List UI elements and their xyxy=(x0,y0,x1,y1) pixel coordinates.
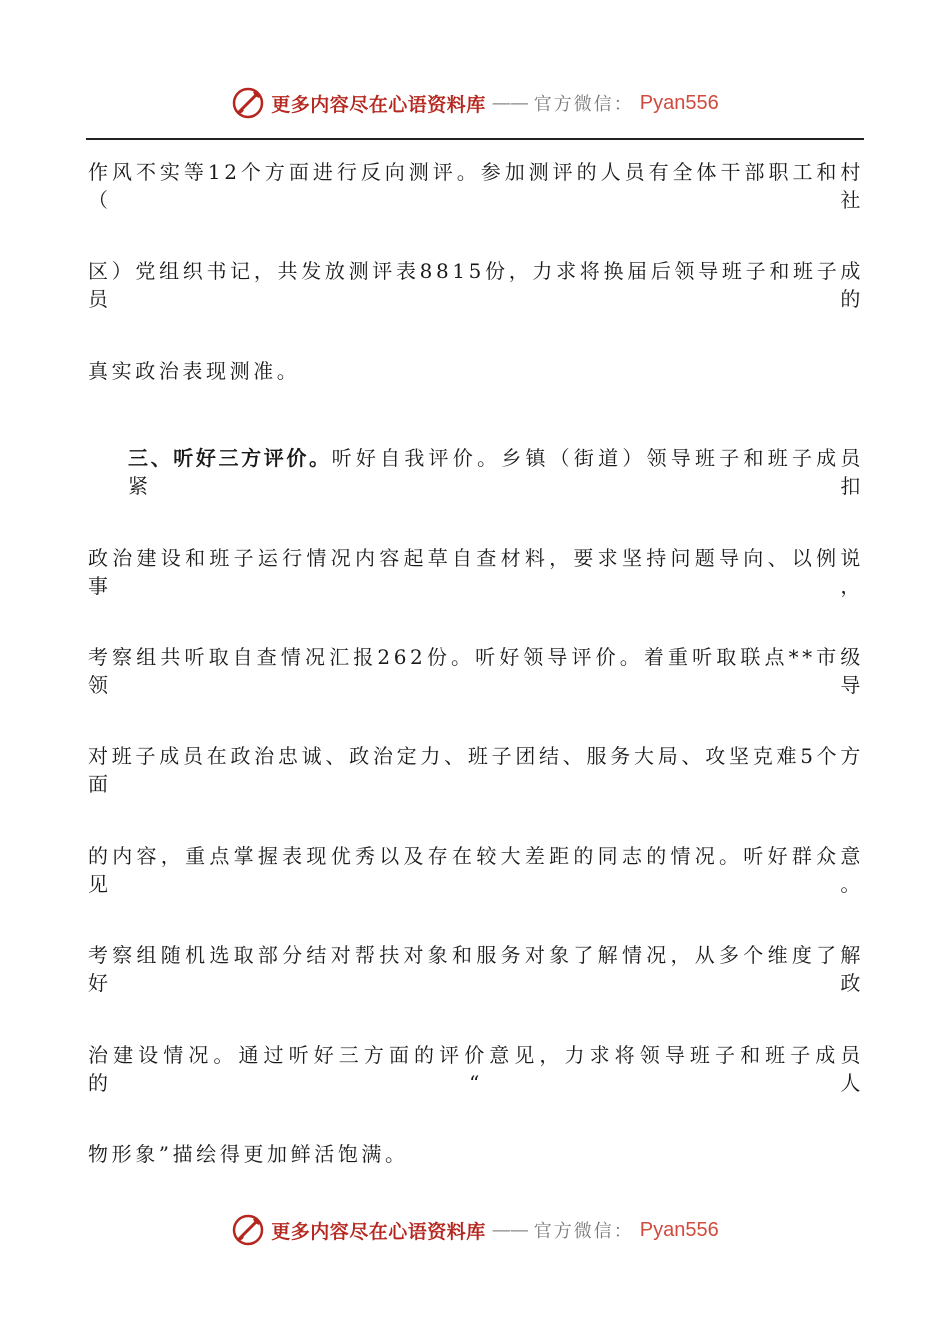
footer-wechat-id: Pyan556 xyxy=(639,1218,719,1241)
body-line: 考察组共听取自查情况汇报262份。听好领导评价。着重听取联点**市级领导 xyxy=(88,645,864,697)
header-brand-text: 更多内容尽在心语资料库 xyxy=(271,93,486,116)
body-line: 真实政治表现测准。 xyxy=(88,359,301,383)
brush-logo-icon xyxy=(231,86,265,120)
header-wechat-label: 官方微信： xyxy=(533,94,634,115)
footer-separator: —— xyxy=(491,1219,528,1241)
footer-wechat-label: 官方微信： xyxy=(533,1221,634,1242)
body-text: 听好自我评价。乡镇（街道）领导班子和班子成员紧扣 xyxy=(128,446,864,498)
brush-logo-icon xyxy=(231,1213,265,1247)
header-separator: —— xyxy=(491,92,528,114)
section-heading: 三、听好三方评价。 xyxy=(128,446,332,470)
body-line: 作风不实等12个方面进行反向测评。参加测评的人员有全体干部职工和村（社 xyxy=(88,160,864,212)
header-banner xyxy=(0,83,950,123)
body-line: 考察组随机选取部分结对帮扶对象和服务对象了解情况，从多个维度了解好政 xyxy=(88,943,864,995)
footer-banner xyxy=(0,1210,950,1250)
header-wechat-id: Pyan556 xyxy=(639,91,719,114)
body-line: 的内容，重点掌握表现优秀以及存在较大差距的同志的情况。听好群众意见。 xyxy=(88,844,864,896)
body-line: 区）党组织书记，共发放测评表8815份，力求将换届后领导班子和班子成员的 xyxy=(88,259,864,311)
body-line: 物形象”描绘得更加鲜活饱满。 xyxy=(88,1142,409,1166)
section-heading-line xyxy=(128,444,864,498)
body-line: 治建设情况。通过听好三方面的评价意见，力求将领导班子和班子成员的“人 xyxy=(88,1043,864,1095)
body-line: 政治建设和班子运行情况内容起草自查材料，要求坚持问题导向、以例说事， xyxy=(88,546,864,598)
header-divider xyxy=(86,138,864,140)
footer-brand-text: 更多内容尽在心语资料库 xyxy=(271,1220,486,1243)
body-line: 对班子成员在政治忠诚、政治定力、班子团结、服务大局、攻坚克难5个方面 xyxy=(88,744,864,796)
